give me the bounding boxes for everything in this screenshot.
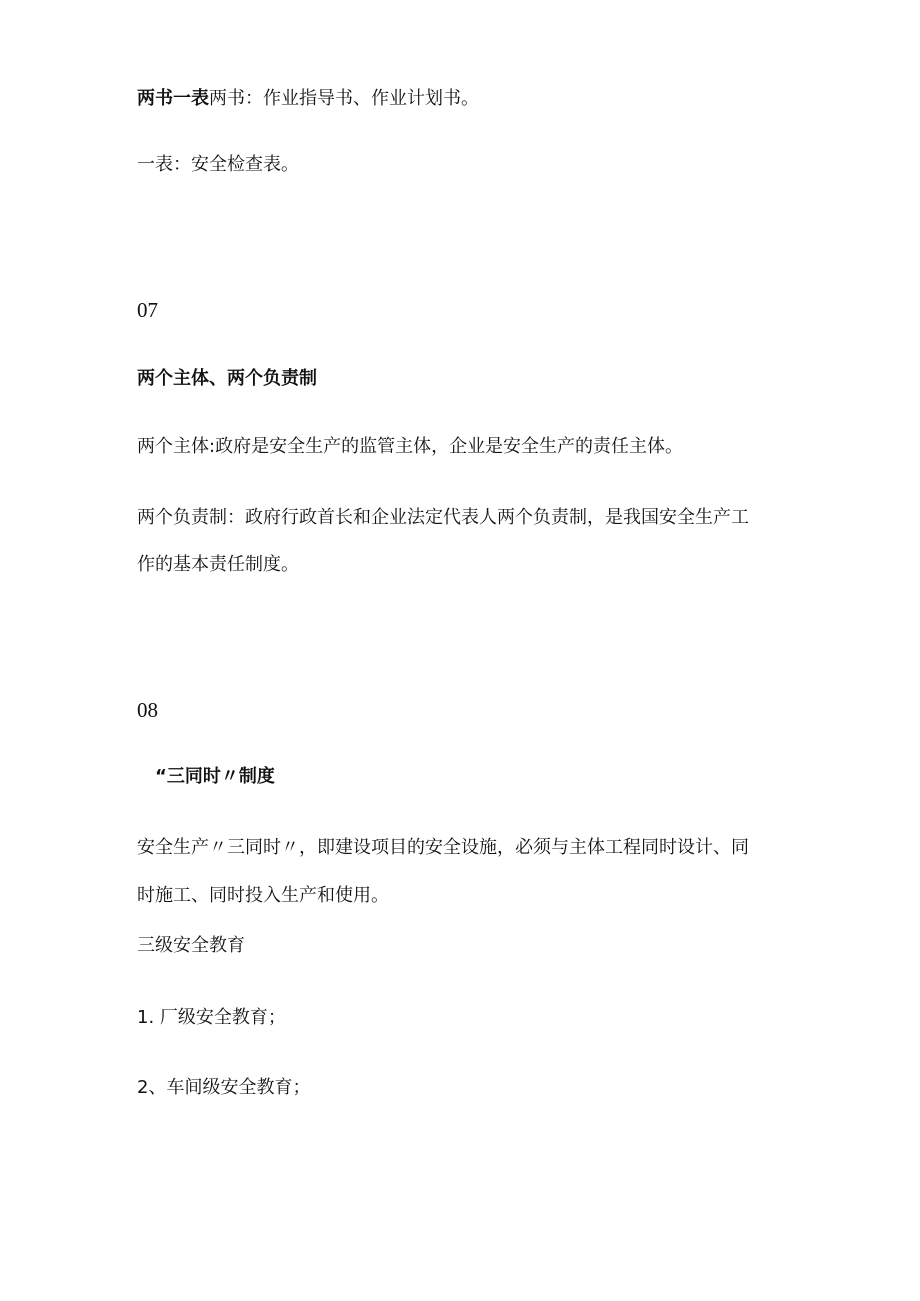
section-07-para-1: 两个主体:政府是安全生产的监管主体，企业是安全生产的责任主体。 xyxy=(137,436,684,457)
list-item-workshop-level: 2、车间级安全教育； xyxy=(137,1077,311,1098)
section-08-para-1-line-1: 安全生产〃三同时〃，即建设项目的安全设施，必须与主体工程同时设计、同 xyxy=(137,837,749,858)
three-level-safety-education-heading: 三级安全教育 xyxy=(137,935,245,956)
section-07-heading: 两个主体、两个负责制 xyxy=(137,368,317,389)
section-08-heading: “三同时〃制度 xyxy=(155,766,275,787)
section-08-para-1-line-2: 时施工、同时投入生产和使用。 xyxy=(137,885,389,906)
section-07-para-2-line-2: 作的基本责任制度。 xyxy=(137,554,299,575)
two-books-definition: 两书：作业指导书、作业计划书。 xyxy=(209,88,479,109)
section-number-07: 07 xyxy=(137,298,158,322)
section-number-08: 08 xyxy=(137,698,158,722)
section-07-para-2-line-1: 两个负责制：政府行政首长和企业法定代表人两个负责制，是我国安全生产工 xyxy=(137,507,749,528)
one-table-definition: 一表：安全检查表。 xyxy=(137,154,299,175)
list-item-factory-level: 1. 厂级安全教育； xyxy=(137,1007,286,1028)
two-books-one-table-line xyxy=(137,87,479,111)
two-books-one-table-term: 两书一表 xyxy=(137,88,209,109)
